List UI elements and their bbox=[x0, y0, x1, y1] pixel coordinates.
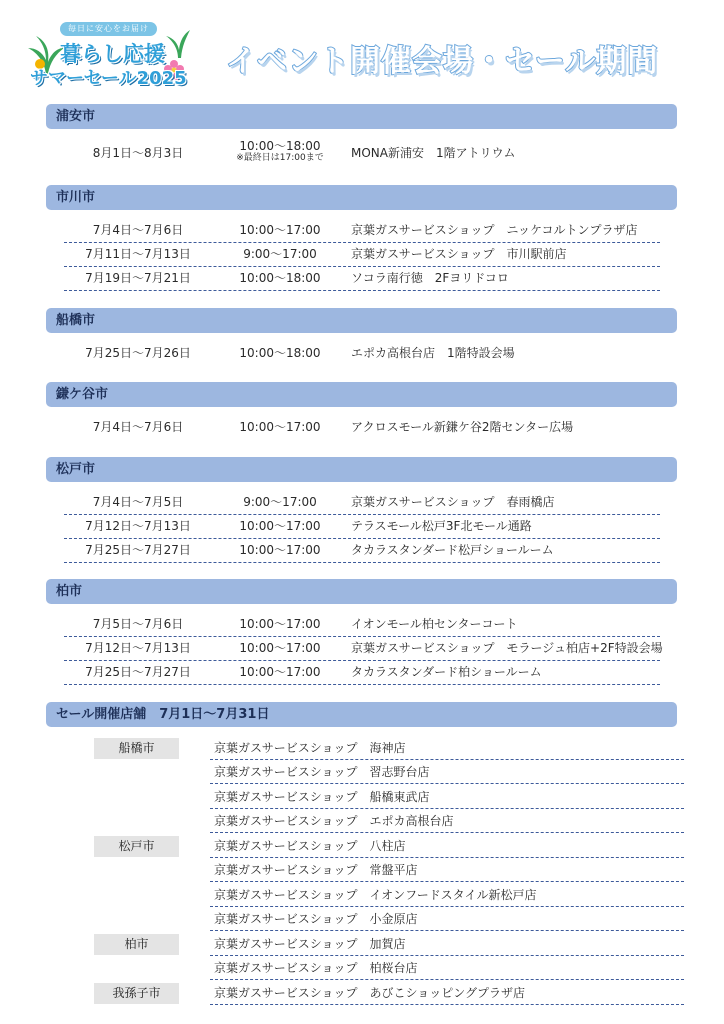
sale-store-item: 京葉ガスサービスショップ イオンフードスタイル新松戸店 bbox=[210, 883, 684, 907]
event-venue: ソコラ南行徳 2Fヨリドコロ bbox=[351, 271, 509, 285]
event-venue: タカラスタンダード松戸ショールーム bbox=[351, 543, 554, 557]
event-venue: イオンモール柏センターコート bbox=[351, 617, 518, 631]
event-row bbox=[64, 637, 663, 661]
section-header-kashiwa: 柏市 bbox=[46, 579, 677, 604]
event-date: 7月25日～7月27日 bbox=[85, 665, 191, 679]
event-row bbox=[64, 416, 660, 439]
event-row bbox=[64, 613, 660, 637]
event-date: 8月1日～8月3日 bbox=[92, 146, 184, 160]
sale-city-tag: 我孫子市 bbox=[94, 983, 179, 1004]
event-time: 10:00～17:00 bbox=[239, 223, 321, 237]
event-time: 9:00～17:00 bbox=[243, 247, 317, 261]
event-time: 10:00～18:00 bbox=[239, 271, 321, 285]
sale-store-item: 京葉ガスサービスショップ 海神店 bbox=[210, 736, 684, 760]
event-venue: 京葉ガスサービスショップ 春雨橋店 bbox=[351, 495, 555, 509]
event-row bbox=[64, 267, 660, 291]
event-time: 10:00～18:00 bbox=[239, 346, 321, 360]
event-date: 7月4日～7月6日 bbox=[92, 223, 184, 237]
event-row bbox=[64, 140, 660, 166]
event-venue: 京葉ガスサービスショップ ニッケコルトンプラザ店 bbox=[351, 223, 638, 237]
sale-store-item: 京葉ガスサービスショップ 八柱店 bbox=[210, 834, 684, 858]
event-row bbox=[64, 539, 660, 563]
event-date: 7月12日～7月13日 bbox=[85, 519, 191, 533]
section-header-funabashi: 船橋市 bbox=[46, 308, 677, 333]
event-row bbox=[64, 219, 660, 243]
sale-store-item: 京葉ガスサービスショップ 常盤平店 bbox=[210, 858, 684, 882]
logo-line2-text: サマーセール bbox=[30, 68, 137, 89]
event-venue: タカラスタンダード柏ショールーム bbox=[351, 665, 542, 679]
event-row bbox=[64, 342, 660, 365]
event-date: 7月4日～7月5日 bbox=[92, 495, 184, 509]
section-header-matsudo: 松戸市 bbox=[46, 457, 677, 482]
event-venue: エポカ高根台店 1階特設会場 bbox=[351, 346, 515, 360]
event-time-text: 10:00～18:00 bbox=[239, 139, 321, 153]
section-header-kamagaya: 鎌ケ谷市 bbox=[46, 382, 677, 407]
sale-store-item: 京葉ガスサービスショップ 柏桜台店 bbox=[210, 956, 684, 980]
event-date: 7月19日～7月21日 bbox=[85, 271, 191, 285]
logo-year: 2025 bbox=[136, 68, 187, 89]
event-venue: 京葉ガスサービスショップ モラージュ柏店+2F特設会場 bbox=[351, 641, 663, 655]
page-title: イベント開催会場・セール期間 bbox=[226, 44, 659, 79]
event-time: 10:00～17:00 bbox=[239, 519, 321, 533]
event-time bbox=[216, 140, 344, 163]
sale-city-tag: 船橋市 bbox=[94, 738, 179, 759]
sale-store-item: 京葉ガスサービスショップ 船橋東武店 bbox=[210, 785, 684, 809]
event-venue: MONA新浦安 1階アトリウム bbox=[351, 146, 516, 160]
event-date: 7月11日～7月13日 bbox=[85, 247, 191, 261]
logo-line2 bbox=[30, 64, 187, 90]
sale-store-item: 京葉ガスサービスショップ あびこショッピングプラザ店 bbox=[210, 981, 684, 1005]
section-header-ichikawa: 市川市 bbox=[46, 185, 677, 210]
sale-store-item: 京葉ガスサービスショップ 習志野台店 bbox=[210, 760, 684, 784]
section-header-urayasu: 浦安市 bbox=[46, 104, 677, 129]
event-row bbox=[64, 515, 660, 539]
sale-store-item: 京葉ガスサービスショップ エポカ高根台店 bbox=[210, 809, 684, 833]
event-venue: アクロスモール新鎌ケ谷2階センター広場 bbox=[351, 420, 574, 434]
sale-city-tag: 松戸市 bbox=[94, 836, 179, 857]
event-row bbox=[64, 661, 660, 685]
sale-store-item: 京葉ガスサービスショップ 小金原店 bbox=[210, 907, 684, 931]
event-time: 10:00～17:00 bbox=[239, 641, 321, 655]
event-row bbox=[64, 243, 660, 267]
brand-logo bbox=[26, 20, 194, 94]
event-time: 9:00～17:00 bbox=[243, 495, 317, 509]
logo-line1: 暮らし応援 bbox=[60, 42, 165, 66]
event-venue: テラスモール松戸3F北モール通路 bbox=[351, 519, 532, 533]
sale-store-item: 京葉ガスサービスショップ 加賀店 bbox=[210, 932, 684, 956]
event-time-note: ※最終日は17:00まで bbox=[236, 153, 324, 163]
event-date: 7月4日～7月6日 bbox=[92, 420, 184, 434]
event-date: 7月12日～7月13日 bbox=[85, 641, 191, 655]
sale-city-tag: 柏市 bbox=[94, 934, 179, 955]
event-date: 7月5日～7月6日 bbox=[92, 617, 184, 631]
palm-leaf-icon bbox=[162, 28, 194, 60]
event-date: 7月25日～7月27日 bbox=[85, 543, 191, 557]
logo-tagline: 毎日に安心をお届け bbox=[60, 22, 157, 36]
event-time: 10:00～17:00 bbox=[239, 420, 321, 434]
event-venue: 京葉ガスサービスショップ 市川駅前店 bbox=[351, 247, 567, 261]
event-date: 7月25日～7月26日 bbox=[85, 346, 191, 360]
event-row bbox=[64, 491, 660, 515]
section-header-sale-stores: セール開催店舗 7月1日～7月31日 bbox=[46, 702, 677, 727]
event-time: 10:00～17:00 bbox=[239, 543, 321, 557]
event-time: 10:00～17:00 bbox=[239, 665, 321, 679]
event-time: 10:00～17:00 bbox=[239, 617, 321, 631]
